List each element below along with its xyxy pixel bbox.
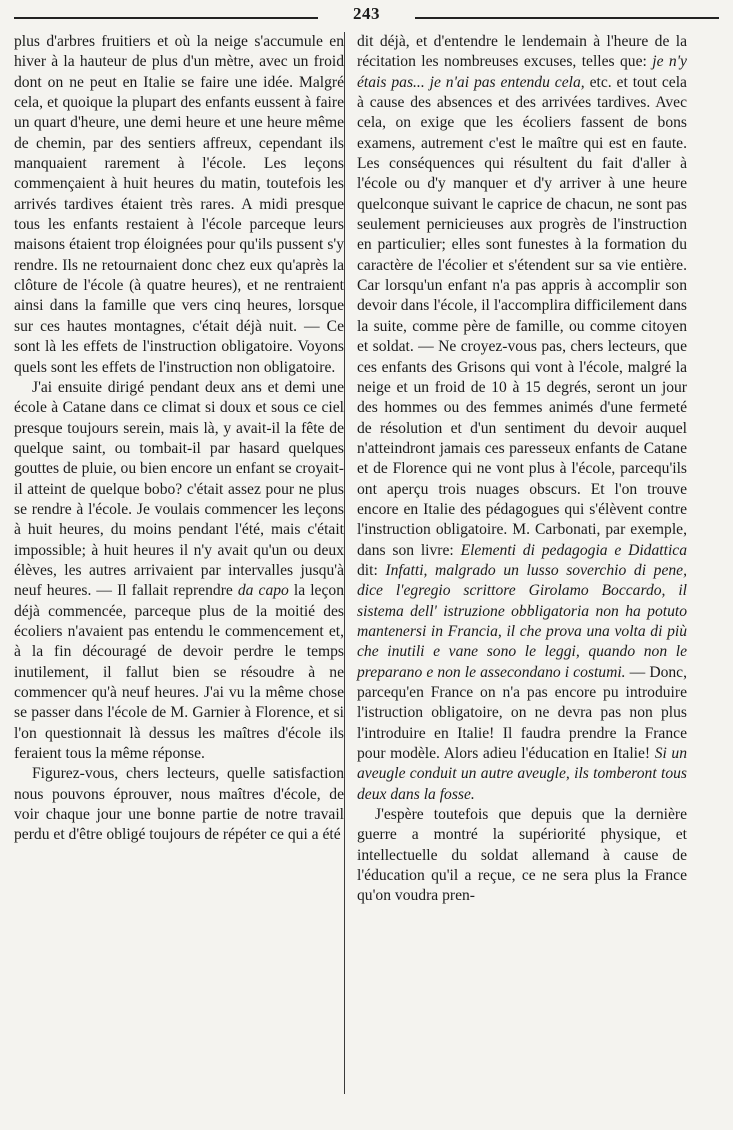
left-p2-text-b: la leçon déjà commencée, parceque plus de la moitié des écoliers n'avaient pas entendu le commencement et, à la fin découragé de devoir perdre le temps inutilement, il fallut bien se résoudre à ne commencer qu'à neuf heures. J'ai vu la même chose se passer dans l'école de M. Garnier à Florence, et si l'on questionnait là dessus les maîtres d'école ils feraient tous la même réponse.: [14, 582, 344, 763]
right-p1-italic-4: Si un aveugle conduit un autre aveugle, ils tomberont tous deux dans la fosse.: [357, 745, 687, 803]
right-p1-text-c: dit:: [357, 561, 378, 579]
left-paragraph-3: Figurez-vous, chers lecteurs, quelle satisfaction nous pouvons éprouver, nous maîtres d'école, de voir chaque jour une bonne partie de notre travail perdu et d'être obligé toujours de répéter ce qui a été: [14, 765, 344, 844]
right-column: [357, 32, 687, 907]
right-p1-text-a: dit déjà, et d'entendre le lendemain à l'heure de la récitation les nombreuses excuses, telles que:: [357, 33, 687, 71]
right-p1-italic-1: je n'y étais pas... je n'ai pas entendu cela,: [357, 53, 687, 91]
left-p2-italic: da capo: [237, 582, 289, 600]
header-rule-right: [415, 17, 719, 19]
right-p1-text-b: etc. et tout cela à cause des absences et des arrivées tardives. Avec cela, on exige que les écoliers fassent de bons examens, autrement c'est le maître qui est en faute. Les conséquences qui résultent du fait d'aller à l'école ou d'y manquer et d'y arriver à une heure quelconque suivant le caprice de chacun, ne sont pas seulement pernicieuses aux progrès de l'instruction en particulier; elles sont funestes à la formation du caractère de l'écolier et s'étendent sur sa vie entière. Car lorsqu'un enfant n'a pas appris à accomplir son devoir dans l'école, il l'accomplira difficilement dans la suite, comme père de famille, ou comme citoyen et soldat. — Ne croyez-vous pas, chers lecteurs, que ces enfants des Grisons qui vont à l'école, malgré la neige et un froid de 10 à 15 degrés, seront un jour des hommes ou des femmes animés d'une fermeté de résolution et d'un sentiment du devoir auquel n'atteindront jamais ces paresseux enfants de Catane et de Florence qui ne vont plus à l'école, parcequ'ils ont aperçu trois nuages obscurs. Et l'on trouve encore en Italie des pédagogues qui s'élèvent contre l'instruction obligatoire. M. Carbonati, par exemple, dans son livre:: [357, 73, 687, 559]
left-paragraph-2: [14, 378, 344, 765]
right-paragraph-2: J'espère toutefois que depuis que la dernière guerre a montré la supériorité physique, et intellectuelle du soldat allemand à cause de l'éducation qu'il a reçue, ce ne sera plus la France qu'on voudra pren-: [357, 806, 687, 905]
right-paragraph-1: [357, 32, 687, 805]
left-paragraph-1: plus d'arbres fruitiers et où la neige s'accumule en hiver à la hauteur de plus d'un mètre, avec un froid dont on ne peut en Italie se faire une idée. Malgré cela, et quoique la plupart des enfants eussent à faire un quart d'heure, une demi heure et une heure même de chemin, par des sentiers affreux, cependant ils manquaient rarement à l'école. Les leçons commençaient à huit heures du matin, toutefois les arrivés tardives étaient très rares. A midi presque tous les enfants restaient à l'école parceque leurs maisons étaient trop éloignées pour qu'ils pussent s'y rendre. Ils ne retournaient donc chez eux qu'après la clôture de l'école (à quatre heures), et ne rentraient ainsi dans la famille que vers cinq heures, lorsque sur ces hautes montagnes, c'était déjà nuit. — Ce sont là les effets de l'instruction obligatoire. Voyons quels sont les effets de l'instruction non obligatoire.: [14, 33, 344, 376]
page-header: [14, 4, 719, 26]
right-p1-text-d: — Donc, parcequ'en France on n'a pas encore pu introduire l'istruction obligatoire, on ne devra pas non plus l'introduire en Italie! Il faudra prendre la France pour modèle. Alors adieu l'éducation en Italie!: [357, 663, 687, 763]
left-p2-text-a: J'ai ensuite dirigé pendant deux ans et demi une école à Catane dans ce climat si doux et sous ce ciel presque toujours serein, mais là, y avait-il la fête de quelque saint, ou tombait-il par hasard quelques gouttes de pluie, ou bien encore un enfant se croyait-il atteint de quelque bobo? c'était assez pour ne plus se rendre à l'école. Je voulais commencer les leçons à huit heures, du moins pendant l'été, mais c'était impossible; à huit heures il n'y avait qu'un ou deux élèves, les autres arrivaient par intervalles jusqu'à neuf heures. — Il fallait reprendre: [14, 378, 344, 600]
page-number: 243: [353, 4, 380, 23]
right-p1-italic-2: Elementi di pedagogia e Didattica: [460, 541, 687, 559]
left-column: [14, 32, 344, 846]
column-divider: [344, 32, 345, 1094]
right-p1-italic-3: Infatti, malgrado un lusso soverchio di pene, dice l'egregio scrittore Girolamo Boccardo, il sistema dell' istruzione obbligatoria non ha potuto mantenersi in Francia, il che prova una volta di più che inutili e vane sono le leggi, quando non le preparano e non le assecondano i costumi.: [357, 561, 687, 681]
